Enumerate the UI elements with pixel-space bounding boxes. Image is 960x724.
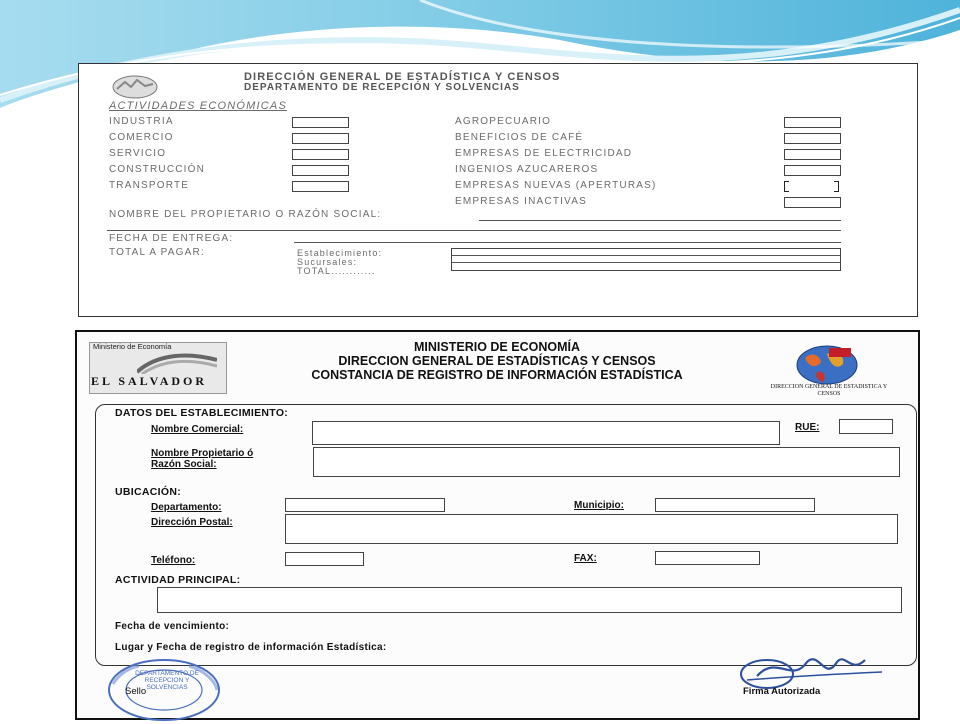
checkbox-empresas-inactivas[interactable] — [784, 197, 841, 208]
firma-label: Firma Autorizada — [743, 686, 821, 697]
vencimiento-label: Fecha de vencimiento: — [115, 621, 230, 632]
date-line[interactable] — [294, 242, 841, 243]
nombre-comercial-label: Nombre Comercial: — [151, 424, 244, 435]
owner-line[interactable] — [479, 220, 841, 221]
owner-label: NOMBRE DEL PROPIETARIO O RAZÓN SOCIAL: — [109, 209, 382, 220]
total-dots-label: TOTAL............ — [297, 266, 376, 276]
heading-ministerio: MINISTERIO DE ECONOMÍA — [414, 340, 580, 354]
form1-section-title: ACTIVIDADES ECONÓMICAS — [109, 100, 287, 112]
item-industria: INDUSTRIA — [109, 116, 174, 127]
rue-field[interactable] — [839, 419, 893, 434]
checkbox-servicio[interactable] — [292, 149, 349, 160]
checkbox-comercio[interactable] — [292, 133, 349, 144]
seal-text: DEPARTAMENTO DE RECEPCION Y SOLVENCIAS — [135, 670, 199, 691]
item-ingenios: INGENIOS AZUCAREROS — [455, 164, 599, 175]
checkbox-empresas-nuevas[interactable] — [784, 181, 839, 190]
nombre-propietario-label-1: Nombre Propietario ó — [151, 448, 254, 459]
date-label: FECHA DE ENTREGA: — [109, 233, 234, 244]
actividad-field[interactable] — [157, 587, 902, 613]
item-comercio: COMERCIO — [109, 132, 174, 143]
fax-label: FAX: — [574, 553, 597, 564]
departamento-label: Departamento: — [151, 502, 222, 513]
form-actividades-economicas — [78, 63, 918, 317]
ubicacion-heading: UBICACIÓN: — [115, 486, 181, 498]
owner-line-2[interactable] — [107, 230, 841, 231]
globe-caption: DIRECCION GENERAL DE ESTADISTICA Y CENSOS — [770, 384, 888, 397]
datos-heading: DATOS DEL ESTABLECIMIENTO: — [115, 407, 289, 419]
telefono-field[interactable] — [285, 552, 364, 566]
sello-label: Sello — [125, 686, 147, 697]
checkbox-electricidad[interactable] — [784, 149, 841, 160]
item-construccion: CONSTRUCCIÓN — [109, 164, 206, 175]
item-empresas-inactivas: EMPRESAS INACTIVAS — [455, 196, 587, 207]
nombre-propietario-field[interactable] — [313, 447, 900, 477]
item-servicio: SERVICIO — [109, 148, 167, 159]
checkbox-ingenios[interactable] — [784, 165, 841, 176]
item-agropecuario: AGROPECUARIO — [455, 116, 552, 127]
item-beneficios-cafe: BENEFICIOS DE CAFÉ — [455, 132, 584, 143]
direccion-field[interactable] — [285, 514, 898, 544]
form1-subtitle: DEPARTAMENTO DE RECEPCIÓN Y SOLVENCIAS — [244, 82, 520, 93]
fax-field[interactable] — [655, 551, 760, 565]
heading-constancia: CONSTANCIA DE REGISTRO DE INFORMACIÓN ESTADÍSTICA — [311, 368, 683, 382]
payment-box[interactable] — [451, 248, 841, 271]
checkbox-agropecuario[interactable] — [784, 117, 841, 128]
globe-logo — [787, 344, 867, 386]
telefono-label: Teléfono: — [151, 555, 196, 566]
nombre-propietario-label-2: Razón Social: — [151, 459, 217, 470]
municipio-label: Municipio: — [574, 500, 624, 511]
establishment-label: Establecimiento: — [297, 248, 383, 258]
ministry-name: Ministerio de Economía — [93, 342, 172, 351]
checkbox-industria[interactable] — [292, 117, 349, 128]
direccion-label: Dirección Postal: — [151, 517, 233, 528]
item-empresas-nuevas: EMPRESAS NUEVAS (APERTURAS) — [455, 180, 657, 191]
actividad-heading: ACTIVIDAD PRINCIPAL: — [115, 574, 241, 586]
branches-label: Sucursales: — [297, 257, 358, 267]
checkbox-construccion[interactable] — [292, 165, 349, 176]
nombre-comercial-field[interactable] — [312, 421, 780, 445]
total-label: TOTAL A PAGAR: — [109, 247, 205, 258]
municipio-field[interactable] — [655, 498, 815, 512]
heading-direccion: DIRECCION GENERAL DE ESTADÍSTICAS Y CENSOS — [338, 354, 656, 368]
country-name: EL SALVADOR — [91, 374, 208, 388]
rue-label: RUE: — [795, 422, 820, 433]
form-constancia-registro — [75, 330, 920, 720]
departamento-field[interactable] — [285, 498, 445, 512]
form1-title: DIRECCIÓN GENERAL DE ESTADÍSTICA Y CENSOS — [244, 71, 561, 83]
checkbox-beneficios-cafe[interactable] — [784, 133, 841, 144]
coat-of-arms-logo — [111, 74, 159, 100]
item-electricidad: EMPRESAS DE ELECTRICIDAD — [455, 148, 633, 159]
checkbox-transporte[interactable] — [292, 181, 349, 192]
lugar-fecha-label: Lugar y Fecha de registro de información Estadística: — [115, 642, 387, 653]
item-transporte: TRANSPORTE — [109, 180, 190, 191]
